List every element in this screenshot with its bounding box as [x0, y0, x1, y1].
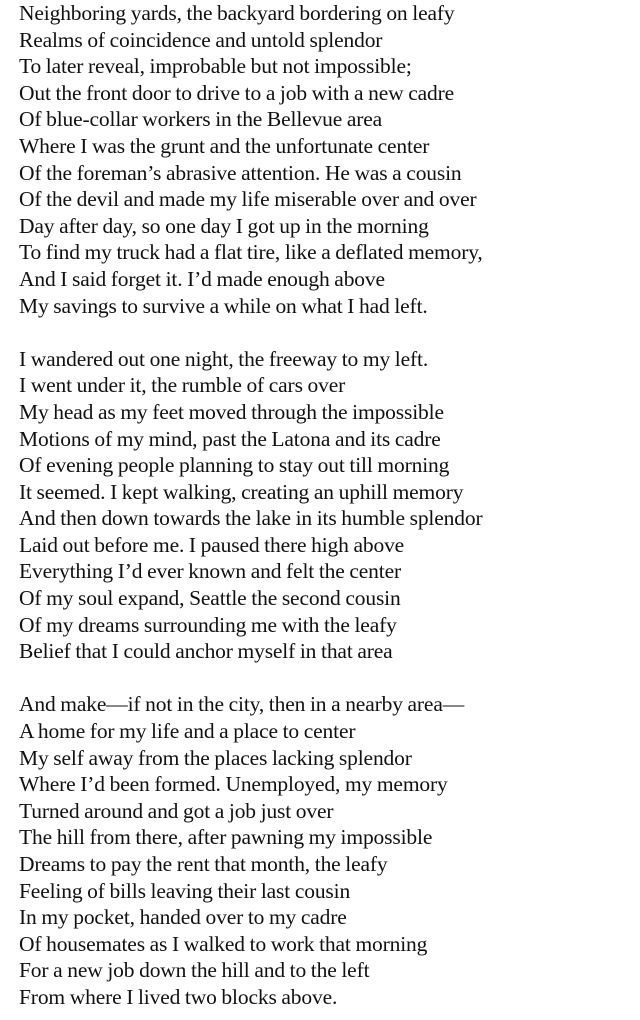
poem-line: And then down towards the lake in its humble splendor [19, 506, 483, 531]
poem-line: Of my dreams surrounding me with the leafy [19, 612, 397, 637]
poem-line: And I said forget it. I’d made enough above [19, 266, 385, 291]
poem-line: Of the foreman’s abrasive attention. He was a cousin [19, 160, 462, 185]
poem-line: Motions of my mind, past the Latona and its cadre [19, 426, 441, 451]
poem-line: Where I was the grunt and the unfortunate center [19, 133, 430, 158]
poem-line: The hill from there, after pawning my impossible [19, 825, 433, 850]
poem-line: Turned around and got a job just over [19, 798, 334, 823]
poem-line: Of blue-collar workers in the Bellevue area [19, 107, 383, 132]
poem-line: I went under it, the rumble of cars over [19, 373, 346, 398]
stanza-1 [19, 0, 483, 319]
poem-line: Day after day, so one day I got up in the morning [19, 213, 429, 238]
poem-line: My savings to survive a while on what I had left. [19, 293, 428, 318]
poem-line: It seemed. I kept walking, creating an uphill memory [19, 479, 464, 504]
poem-line: I wandered out one night, the freeway to my left. [19, 346, 429, 371]
poem-line: Everything I’d ever known and felt the center [19, 559, 401, 584]
poem-text [19, 0, 483, 1011]
poem-line: Neighboring yards, the backyard bordering on leafy [19, 1, 455, 25]
poem-line: Feeling of bills leaving their last cousin [19, 878, 351, 903]
poem-line: Where I’d been formed. Unemployed, my memory [19, 772, 448, 797]
poem-line: Laid out before me. I paused there high above [19, 532, 405, 557]
poem-line: Out the front door to drive to a job with a new cadre [19, 80, 455, 105]
poem-line: To find my truck had a flat tire, like a deflated memory, [19, 240, 483, 265]
stanza-2 [19, 346, 483, 665]
poem-line: My self away from the places lacking splendor [19, 745, 412, 770]
poem-line: Of housemates as I walked to work that morning [19, 931, 428, 956]
poem-line: For a new job down the hill and to the left [19, 958, 370, 983]
poem-line: My head as my feet moved through the impossible [19, 399, 444, 424]
poem-line: Dreams to pay the rent that month, the leafy [19, 852, 388, 876]
poem-line: And make—if not in the city, then in a nearby area— [19, 692, 465, 717]
poem-line: Realms of coincidence and untold splendor [19, 27, 383, 52]
poem-line: Belief that I could anchor myself in that area [19, 639, 393, 664]
poem-line: Of the devil and made my life miserable over and over [19, 187, 477, 212]
poem-line: In my pocket, handed over to my cadre [19, 905, 347, 930]
stanza-3 [19, 691, 483, 1010]
poem-line: From where I lived two blocks above. [19, 984, 338, 1009]
poem-line: Of evening people planning to stay out till morning [19, 453, 450, 478]
poem-line: To later reveal, improbable but not impossible; [19, 54, 412, 79]
poem-line: A home for my life and a place to center [19, 719, 356, 744]
poem-line: Of my soul expand, Seattle the second cousin [19, 586, 401, 611]
